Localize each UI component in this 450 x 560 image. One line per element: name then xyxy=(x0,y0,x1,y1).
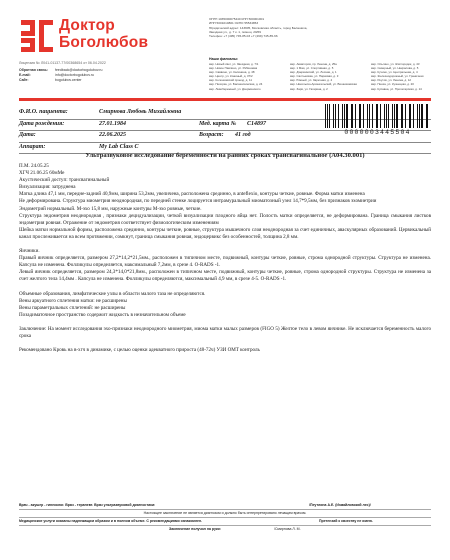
branch-address: мкр. Новый свет, ул. Звездная, д. 7/1 xyxy=(209,62,259,66)
report-paragraph: Позадиматочное пространство содержит жидкость в незначительном объеме xyxy=(19,311,186,318)
barcode-bar xyxy=(421,104,422,128)
requisite-line: ИНН 5001010801 ОКПО 55534853 xyxy=(209,21,259,26)
medical-cross-icon xyxy=(19,16,55,56)
patient-signature: /Смирнова Л. М. xyxy=(274,527,301,531)
logo-line-1: Доктор xyxy=(59,17,115,34)
report-paragraph: ХГЧ 21.06.25 60мМе xyxy=(19,170,65,177)
report-body xyxy=(19,163,431,354)
paragraph-gap xyxy=(19,284,431,291)
barcode-bar xyxy=(367,104,368,128)
branches-list xyxy=(209,62,449,91)
barcode-bar xyxy=(372,104,373,128)
branch-address: мкр. Никольско-Архангельский, ул. Вишняковская xyxy=(290,82,357,87)
clinic-logo xyxy=(19,16,169,58)
branches-title: Наши филиалы: xyxy=(209,57,239,61)
barcode-bar xyxy=(402,104,403,128)
barcode-bars xyxy=(325,104,430,128)
paragraph-gap xyxy=(19,241,431,248)
footer-received-line xyxy=(19,526,431,533)
branch-address: мкр. Салтыковка, ул. Парковая, д. 3 xyxy=(290,74,339,79)
barcode-bar xyxy=(410,104,411,128)
branch-address: мкр. Северный, ул. Некрасова, д. 5 xyxy=(371,66,419,71)
barcode-bar xyxy=(380,104,381,128)
contact-row: E-mail: info@doctorbogolubov.ru xyxy=(19,72,94,77)
report-paragraph: Заключение: На момент исследования эхо-признаки неоднородного миометрия, миома матки малых размеров (FIGO 5) Желтое тело в левом яичнике. Не исключается беременность малого срока xyxy=(19,325,431,339)
report-paragraph: Не деформирована. Структура миометрия неоднородная, по передней стенке лоцируется интрамуральный миоматозный узел 14,7*9,5мм, без признаков эхомиетрии xyxy=(19,198,377,205)
exam-date: 22.06.2025 xyxy=(99,132,126,138)
requisite-line: Юридический адрес: 143905, Московская область, город Балашиха, xyxy=(209,25,308,30)
branch-address: мкр. Новое Павлино, ул. Рябиновая xyxy=(209,66,258,71)
branch-address: мкр. Левобережный, ул. Дзержинского xyxy=(209,86,261,91)
report-paragraph: Яичники. xyxy=(19,248,40,255)
branch-address: мкр. Авиаторов, пр. Ленина, д. 25а xyxy=(290,62,337,66)
name-label: Ф.И.О. пациента: xyxy=(19,109,68,115)
branch-address: мкр. Кучино, ул. Центральная, д. 4 xyxy=(371,70,418,75)
feedback-email[interactable]: feedback@doctorbogolubov.ru xyxy=(55,68,103,72)
logo-line-2: Боголюбов xyxy=(59,34,149,51)
header-divider xyxy=(19,98,431,101)
no-claims-text: Претензий к качеству не имею. xyxy=(319,519,373,523)
barcode-bar xyxy=(325,104,326,128)
info-email[interactable]: info@doctorbogolubov.ru xyxy=(55,72,94,77)
requisites-block xyxy=(209,17,364,38)
report-footer xyxy=(19,502,431,533)
report-paragraph: Визуализация: затруднена xyxy=(19,184,76,191)
barcode xyxy=(325,104,430,138)
barcode-bar xyxy=(346,104,347,128)
age-label: Возраст: xyxy=(199,132,224,138)
patient-dob: 27.01.1984 xyxy=(99,120,126,127)
branch-address: мкр. Железнодорожный, ул. Граничная xyxy=(371,74,424,79)
paragraph-gap xyxy=(19,340,431,347)
consent-text: Медицинские услуги оказаны надлежащим образом и в полном объеме. С рекомендациями ознакомлен. xyxy=(19,519,203,523)
requisite-line: Телефон: +7 (495) 745-85-03 +7 (499) 745-85-66 xyxy=(209,34,278,39)
contact-row: Обратная связь: feedback@doctorbogolubov.ru xyxy=(19,68,103,72)
branch-address: мкр. Реутов, ул. Ленина, д. 12 xyxy=(371,78,412,83)
study-title: Ультразвуковое исследование беременности на ранних сроках трансвагинальное (A04.30.001) xyxy=(85,152,365,159)
branch-address: мкр. Заря, ул. Гагарина, д. 2 xyxy=(290,86,328,91)
report-paragraph: Правый яичник определяется, размером 27,2*14,2*21,5мм., расположен в типичном месте, подвижный, контуры четкие, ровные, строма однородной структуры. Структура не изменена. Капсула не изменена. Фолликулы определяется, максимальный 7,2мм, в срезе 4. O-RADS -1. xyxy=(19,255,431,269)
report-paragraph: Эндометрий нормальный. М-эхо 15,8 мм, наружные контуры М-эхо ровные, четкие. xyxy=(19,205,202,212)
report-paragraph: Структура эндометрия неоднородная , признаки децидуализации, четкой визуализации плодного яйца нет. Полость матки определяется, не деформирована. Граница смыкания листков эндометрия ровная. Отражение от эндометрия соответствует физиологическим изменениям xyxy=(19,212,431,226)
patient-age: 41 год xyxy=(235,132,251,138)
dob-label: Дата рождения: xyxy=(19,120,65,127)
requisite-line: Звездная ул., д. 7 к. 1, помещ. 20/69 xyxy=(209,29,261,34)
branch-address: мкр. Колонковский проезд, д. 11 xyxy=(209,78,252,83)
clinic-header xyxy=(19,0,431,96)
report-paragraph: Вены аркуатного сплетения матки: не расширены xyxy=(19,297,127,304)
doctor-title: Врач - акушер - гинеколог. Врач - терапевт. Врач ультразвуковой диагностики: xyxy=(19,503,156,507)
barcode-bar xyxy=(427,104,428,128)
branch-address: мкр. Купавна, ул. Пролетарская, д. 14 xyxy=(371,86,422,91)
barcode-bar xyxy=(396,104,397,128)
doctor-signature: /Пеутлина А.Е. (Измайловский лес)/ xyxy=(309,503,371,507)
barcode-bar xyxy=(338,104,339,128)
barcode-bar xyxy=(384,104,385,128)
device-label: Аппарат: xyxy=(19,143,46,150)
website-link[interactable]: bogolubov.center xyxy=(55,77,82,82)
barcode-bar xyxy=(413,104,414,128)
patient-name: Смирнова Любовь Михайловна xyxy=(99,109,182,115)
report-paragraph: Шейка матки нормальной формы, расположена срединно, контуры четкие, ровные, структура мышечного слоя неоднородная за счет единичных, аваскулярных образований. Цервикальный канал прослеживается на всем протяжении, сомкнут, граница смыкания ровная, эндоцервикс без особенностей, толщина 2,8 мм. xyxy=(19,226,431,240)
report-paragraph: Рекомендовано Кровь на в-хгч в динамике, с целью оценки адекватного прироста (48-72ч) УЗИ ОМТ контроль xyxy=(19,347,260,354)
report-paragraph: Вены параметральных сплетений: не расширены xyxy=(19,304,126,311)
device-name: My Lab Class C xyxy=(99,143,139,150)
branch-address: мкр. Южный, ул. Заречная, д. 4 xyxy=(290,78,333,83)
barcode-bar xyxy=(392,104,393,128)
footer-disclaimer xyxy=(19,510,431,518)
branch-address: мкр. Дзержинский, ул. Лесная, д. 1 xyxy=(290,70,337,75)
barcode-number: 0000003445504 xyxy=(344,129,411,136)
barcode-bar xyxy=(355,104,356,128)
barcode-bar xyxy=(363,104,364,128)
branch-address: мкр. Центр, ул. Кожиный, д. 37/2 xyxy=(209,74,253,79)
disclaimer-text: Настоящее заключение не является диагнозом и должно быть интерпретировано лечащим врачом. xyxy=(143,511,307,515)
barcode-bar xyxy=(333,104,334,128)
branch-address: мкр. Пенза, ул. Кузнецкая, д. 20 xyxy=(371,82,414,87)
contact-row: Сайт: bogolubov.center xyxy=(19,77,82,82)
paragraph-gap xyxy=(19,319,431,326)
footer-doctor-line xyxy=(19,502,431,510)
footer-consent-line xyxy=(19,518,431,526)
date-label: Дата: xyxy=(19,132,36,138)
barcode-bar xyxy=(342,104,343,128)
card-label: Мед. карта № xyxy=(199,120,237,127)
report-paragraph: Акустический доступ: трансвагинальный xyxy=(19,177,110,184)
requisite-line: ОГРН 1035000075440 КПП 500001001 xyxy=(209,17,265,21)
branch-address: мкр. Пехорка, ул. Балашихинская, д. 24 xyxy=(209,82,263,87)
logo-wordmark xyxy=(59,17,148,51)
contact-block xyxy=(19,68,194,82)
branch-address: мкр. Саввино, ул. Калинина, д. 48 xyxy=(209,70,255,75)
report-paragraph: П.М. 24.05.25 xyxy=(19,163,49,169)
license-line: Лицензия № Л041-01137-77/00368654 от 06.04.2022 xyxy=(19,61,106,65)
card-number: С14897 xyxy=(247,120,267,127)
report-paragraph: Левый яичник определяется, размером 24,3*14,0*21,8мм., расположен в типичном месте, подвижный, контуры четкие, ровные, строма однородной структуры. Структура не изменена за счет желтого тела 14,4мм . Капсула не изменена. Фолликулы определяются, максимальный 4,9 мм, в срезе 4-5. O-RADS -1. xyxy=(19,269,431,283)
branch-address: мкр. 1 Мая, ул. Спортивная, д. 5 xyxy=(290,66,334,71)
report-paragraph: Объемные образования, лимфатические узлы в области малого таза не определяются. xyxy=(19,290,206,297)
received-label: Заключение получил на руки: xyxy=(169,527,221,531)
report-paragraph: Матка длина 47,1 мм, передне-задний 40,9мм, ширина 53,2мм, увеличена, расположена срединно, в anteflexio, контуры четкие, ровные. Форма матки изменена xyxy=(19,191,365,198)
branch-address: мкр. Ольгино, ул. Жилгородок, д. 43 xyxy=(371,62,420,66)
